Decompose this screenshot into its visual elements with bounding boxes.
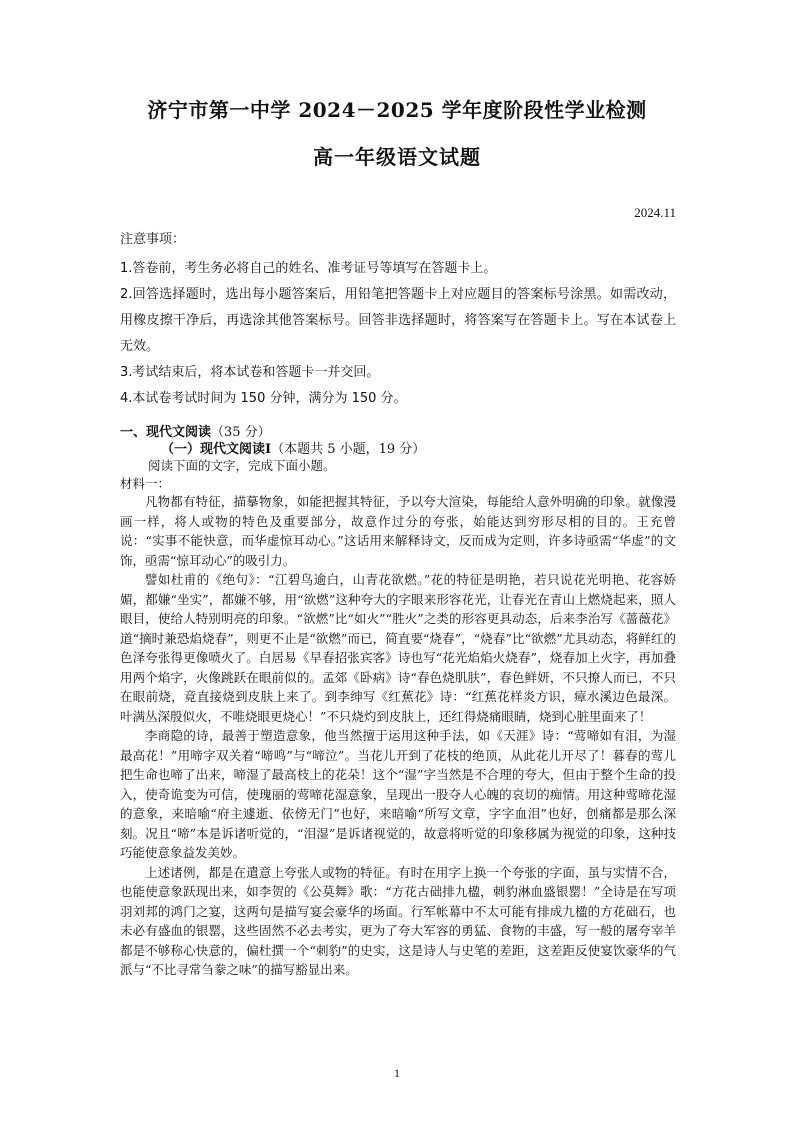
section-points: （35 分）: [211, 425, 271, 440]
passage-paragraph-1: 凡物都有特征，描摹物象，如能把握其特征，予以夸大渲染，每能给人意外明确的印象。就像漫画一样，将人或物的特色及重要部分，故意作过分的夸张，始能达到穷形尽相的目的。王充曾说：“实事不能快意，而华虚惊耳动心。”这话用来解释诗文，反而成为定则，许多诗亟需“华虚”的文饰，亟需“惊耳动心”的吸引力。: [120, 494, 676, 568]
section-title: 一、现代文阅读: [120, 425, 212, 440]
notice-item-4: 4.本试卷考试时间为 150 分钟，满分为 150 分。: [120, 391, 407, 406]
notice-item-1: 1.答卷前，考生务必将自己的姓名、准考证号等填写在答题卡上。: [120, 261, 497, 276]
exam-title: 济宁市第一中学 2024－2025 学年度阶段性学业检测: [147, 98, 647, 122]
notice-block: [120, 230, 676, 412]
subsection-title: （一）现代文阅读Ⅰ: [161, 442, 272, 457]
passage-body: [120, 492, 676, 980]
exam-subtitle: 高一年级语文试题: [313, 145, 481, 169]
notice-item-2: 2.回答选择题时，选出每小题答案后，用铅笔把答题卡上对应题目的答案标号涂黑。如需改动，用橡皮擦干净后，再选涂其他答案标号。回答非选择题时，将答案写在答题卡上。写在本试卷上无效。: [120, 287, 676, 354]
exam-date: 2024.11: [634, 205, 676, 220]
subsection-points: （本题共 5 小题，19 分）: [271, 442, 426, 457]
reading-instruction: 阅读下面的文字，完成下面小题。: [148, 458, 336, 473]
passage-paragraph-2: 譬如杜甫的《绝句》：“江碧鸟逾白，山青花欲燃。”花的特征是明艳，若只说花光明艳、花容娇媚，都嫌“坐实”，都嫌不够，用“欲燃”这种夸大的字眼来形容花光，让春光在青山上燃烧起来，照人眼目，使给人特别明亮的印象。“欲燃”比“如火”“胜火”之类的形容更具动态，后来李治写《蔷薇花》道“摘时兼恐焰烧春”，则更不止是“欲燃”而已，简直要“烧春”，“烧春”比“欲燃”尤具动态，将鲜红的色泽夸张得更像喷火了。白居易《早春招张宾客》诗也写“花光焰焰火烧春”，烧春加上火字，再加叠用两个焰字，火像跳跃在眼前似的。孟郊《卧病》诗“春色烧肌肤”，春色鲜妍，不只撩人而已，不只在眼前烧，竟直接烧到皮肤上来了。到李绅写《红蕉花》诗：“红蕉花样炎方识，瘴水溪边色最深。叶满丛深殷似火，不唯烧眼更烧心！”不只烧灼到皮肤上，还红得烧痛眼睛，烧到心脏里面来了！: [120, 572, 676, 724]
notice-heading: 注意事项：: [120, 232, 186, 247]
material-label: 材料一：: [120, 476, 171, 491]
passage-paragraph-4: 上述诸例，都是在遣意上夸张人或物的特征。有时在用字上换一个夸张的字面，虽与实情不合，也能使意象跃现出来，如李贺的《公莫舞》歌：“方花古础排九楹，刺豹淋血盛银罂！”全诗是在写项羽刘邦的鸿门之宴，这两句是描写宴会豪华的场面。行军帐幕中不太可能有排成九楹的方花础石，也未必有盛血的银罂，这些固然不必去考实，更为了夸大军容的勇猛、食物的丰盛，写一般的屠夸宰羊都是不够称心快意的，偏杜撰一个“刺豹”的史实，这是诗人与史笔的差距，这差距反使宴饮豪华的气派与“不比寻常刍豢之味”的描写豁显出来。: [120, 864, 676, 977]
subsection-heading: [161, 438, 425, 457]
page-number: 1: [394, 1066, 400, 1080]
notice-item-3: 3.考试结束后，将本试卷和答题卡一并交回。: [120, 365, 380, 380]
passage-paragraph-3: 李商隐的诗，最善于塑造意象，他当然擅于运用这种手法，如《天涯》诗：“莺啼如有泪，为湿最高花！”用啼字双关着“啼鸣”与“啼泣”。当花儿开到了花枝的绝顶，从此花儿开尽了！暮春的莺儿把生命也啼了出来，啼湿了最高枝上的花朵！这个“湿”字当然是不合理的夸大，但由于整个生命的投入，使奇诡变为可信，使瑰丽的莺啼花湿意象，呈现出一股夺人心魄的哀切的痴情。用这种莺啼花湿的意象，来暗喻“府主遽逝、依傍无门”也好，来暗喻“所写文章，字字血泪”也好，创痛都是那么深刻。况且“啼”本是诉诸听觉的，“泪湿”是诉诸视觉的，故意将听觉的印象移属为视觉的印象，这种技巧能使意象益发美妙。: [120, 728, 676, 860]
